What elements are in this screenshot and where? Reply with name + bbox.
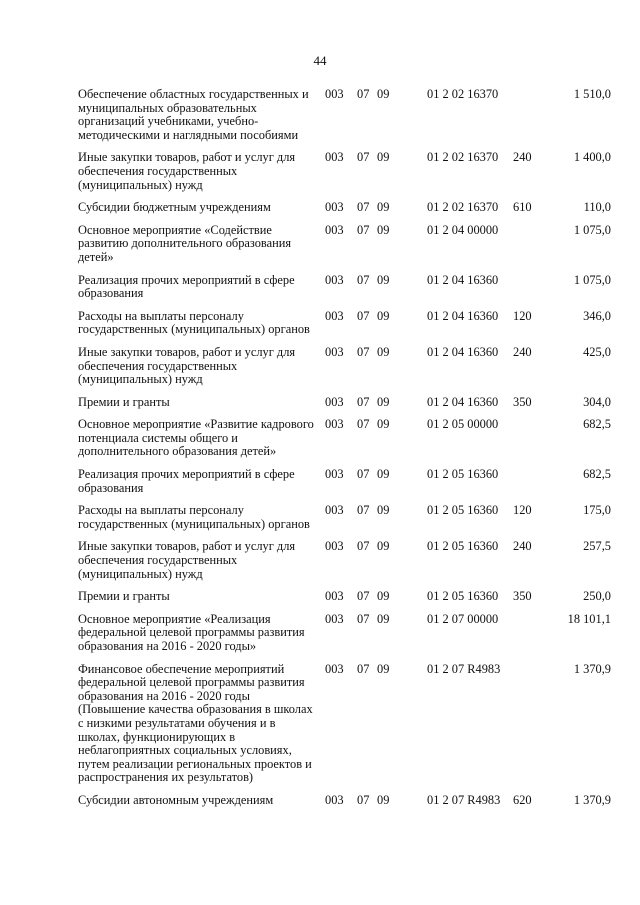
target-article-cell: 01 2 05 16360 [427,503,499,518]
table-row [78,310,611,346]
admin-code-cell: 003 [325,539,344,554]
section-code-cell: 07 [357,272,370,287]
expense-type-cell: 610 [513,200,532,215]
table-row [78,88,611,151]
target-article-cell: 01 2 07 00000 [427,611,499,626]
subsection-code-cell: 09 [377,661,390,676]
amount-cell: 682,5 [583,417,611,432]
amount-cell: 250,0 [583,589,611,604]
amount-cell: 1 370,9 [573,661,611,676]
amount-cell: 18 101,1 [567,611,611,626]
table-row [78,794,611,817]
expense-name-cell: Иные закупки товаров, работ и услуг для обеспечения государственных (муниципальных) нужд [78,344,296,387]
table-row [78,396,611,419]
subsection-code-cell: 09 [377,792,390,807]
target-article-cell: 01 2 05 16360 [427,467,499,482]
expense-type-cell [513,88,543,151]
subsection-code-cell: 09 [377,344,390,359]
section-code-cell: 07 [357,87,370,101]
section-code-cell: 07 [357,417,370,432]
expense-name-cell: Реализация прочих мероприятий в сфере образования [78,272,295,301]
subsection-code-cell: 09 [377,589,390,604]
admin-code-cell: 003 [325,272,344,287]
target-article-cell: 01 2 05 00000 [427,417,499,432]
subsection-code-cell: 09 [377,272,390,287]
target-article-cell: 01 2 07 R4983 [427,792,501,807]
budget-table [78,88,611,817]
expense-name-cell: Премии и гранты [78,589,170,604]
section-code-cell: 07 [357,539,370,554]
admin-code-cell: 003 [325,394,344,409]
section-code-cell: 07 [357,222,370,237]
section-code-cell: 07 [357,503,370,518]
expense-type-cell: 240 [513,539,532,554]
section-code-cell: 07 [357,467,370,482]
expense-name-cell: Субсидии бюджетным учреждениям [78,200,271,215]
expense-type-cell [513,663,543,794]
target-article-cell: 01 2 04 16360 [427,344,499,359]
table-row [78,418,611,468]
target-article-cell: 01 2 04 16360 [427,394,499,409]
section-code-cell: 07 [357,200,370,215]
subsection-code-cell: 09 [377,308,390,323]
expense-name-cell: Иные закупки товаров, работ и услуг для обеспечения государственных (муниципальных) нужд [78,539,296,581]
expense-type-cell [513,468,543,504]
expense-name-cell: Финансовое обеспечение мероприятий федеральной целевой программы развития образования на 2016 - 2020 годы (Повышение качества образования в школах с низкими результатами обучения и в школах, функционирующих в неблагоприятных социальных условиях, путем реализации региональных проектов и распространения их результатов) [78,661,313,785]
expense-type-cell: 620 [513,792,532,807]
admin-code-cell: 003 [325,87,344,101]
subsection-code-cell: 09 [377,222,390,237]
expense-type-cell: 350 [513,589,532,604]
subsection-code-cell: 09 [377,87,390,101]
section-code-cell: 07 [357,344,370,359]
table-row [78,540,611,590]
admin-code-cell: 003 [325,503,344,518]
expense-name-cell: Расходы на выплаты персоналу государственных (муниципальных) органов [78,308,310,337]
admin-code-cell: 003 [325,222,344,237]
table-row [78,504,611,540]
table-row [78,346,611,396]
section-code-cell: 07 [357,589,370,604]
expense-type-cell: 240 [513,150,532,165]
amount-cell: 425,0 [583,344,611,359]
expense-type-cell [513,274,543,310]
section-code-cell: 07 [357,661,370,676]
section-code-cell: 07 [357,611,370,626]
expense-type-cell [513,224,543,274]
subsection-code-cell: 09 [377,539,390,554]
admin-code-cell: 003 [325,467,344,482]
expense-type-cell: 120 [513,308,532,323]
amount-cell: 682,5 [583,467,611,482]
table-row [78,151,611,201]
amount-cell: 304,0 [583,394,611,409]
expense-name-cell: Премии и гранты [78,394,170,409]
admin-code-cell: 003 [325,150,344,165]
table-row [78,613,611,663]
table-row [78,201,611,224]
table-row [78,224,611,274]
target-article-cell: 01 2 07 R4983 [427,661,501,676]
section-code-cell: 07 [357,394,370,409]
target-article-cell: 01 2 02 16370 [427,87,499,101]
expense-name-cell: Иные закупки товаров, работ и услуг для обеспечения государственных (муниципальных) нужд [78,150,296,192]
page-number: 44 [313,53,327,68]
target-article-cell: 01 2 04 00000 [427,222,499,237]
budget-table-body [78,88,611,817]
admin-code-cell: 003 [325,200,344,215]
target-article-cell: 01 2 05 16360 [427,539,499,554]
amount-cell: 1 370,9 [573,792,611,807]
expense-type-cell [513,613,543,663]
amount-cell: 1 075,0 [573,272,611,287]
expense-name-cell: Обеспечение областных государственных и муниципальных образовательных организаций учебниками, учебно-методическими и наглядными пособиями [78,87,309,142]
section-code-cell: 07 [357,792,370,807]
table-row [78,590,611,613]
table-row [78,663,611,794]
amount-cell: 346,0 [583,308,611,323]
expense-name-cell: Субсидии автономным учреждениям [78,792,274,807]
table-row [78,274,611,310]
amount-cell: 1 510,0 [573,87,611,101]
expense-name-cell: Основное мероприятие «Развитие кадрового потенциала системы общего и дополнительного образования детей» [78,417,314,459]
target-article-cell: 01 2 04 16360 [427,272,499,287]
expense-type-cell [513,418,543,468]
expense-name-cell: Основное мероприятие «Реализация федеральной целевой программы развития образования на 2016 - 2020 годы» [78,611,305,653]
subsection-code-cell: 09 [377,467,390,482]
amount-cell: 175,0 [583,503,611,518]
section-code-cell: 07 [357,150,370,165]
admin-code-cell: 003 [325,661,344,676]
amount-cell: 1 075,0 [573,222,611,237]
admin-code-cell: 003 [325,308,344,323]
subsection-code-cell: 09 [377,503,390,518]
expense-name-cell: Основное мероприятие «Содействие развитию дополнительного образования детей» [78,222,292,264]
subsection-code-cell: 09 [377,150,390,165]
subsection-code-cell: 09 [377,611,390,626]
admin-code-cell: 003 [325,589,344,604]
admin-code-cell: 003 [325,611,344,626]
subsection-code-cell: 09 [377,200,390,215]
admin-code-cell: 003 [325,417,344,432]
amount-cell: 257,5 [583,539,611,554]
expense-type-cell: 240 [513,344,532,359]
admin-code-cell: 003 [325,344,344,359]
subsection-code-cell: 09 [377,394,390,409]
expense-type-cell: 120 [513,503,532,518]
target-article-cell: 01 2 02 16370 [427,200,499,215]
amount-cell: 1 400,0 [573,150,611,165]
admin-code-cell: 003 [325,792,344,807]
target-article-cell: 01 2 05 16360 [427,589,499,604]
subsection-code-cell: 09 [377,417,390,432]
section-code-cell: 07 [357,308,370,323]
target-article-cell: 01 2 02 16370 [427,150,499,165]
amount-cell: 110,0 [583,200,611,215]
table-row [78,468,611,504]
expense-name-cell: Расходы на выплаты персоналу государственных (муниципальных) органов [78,503,310,531]
expense-type-cell: 350 [513,394,532,409]
target-article-cell: 01 2 04 16360 [427,308,499,323]
expense-name-cell: Реализация прочих мероприятий в сфере образования [78,467,295,495]
